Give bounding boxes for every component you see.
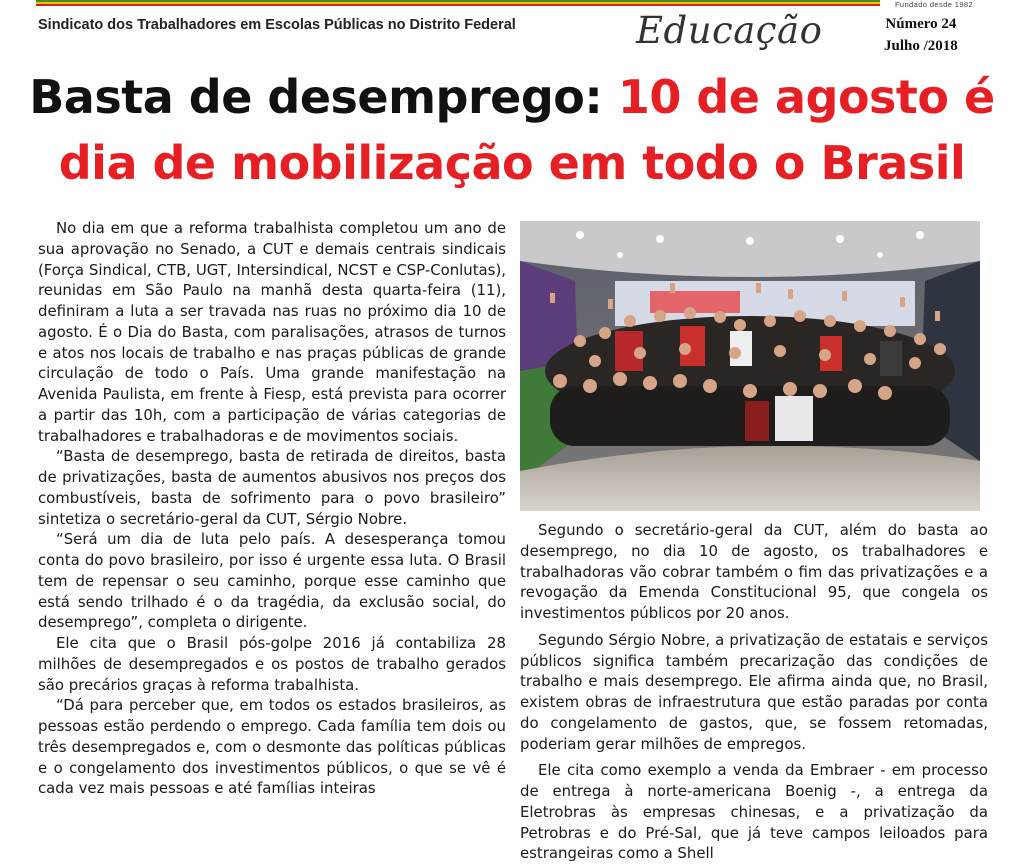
article-paragraph: “Será um dia de luta pelo país. A desesperança tomou conta do povo brasileiro, por isso é urgente essa luta. O Brasil tem de repensar o seu caminho, porque esse caminho que está sendo trilhado é o da tragédia, da exclusão social, do desemprego”, completa o dirigente.	[38, 530, 506, 632]
headline-black: Basta de desemprego:	[29, 70, 618, 124]
article-right-column	[520, 520, 988, 864]
issue-date: Julho /2018	[884, 38, 958, 54]
article-paragraph: “Dá para perceber que, em todos os estados brasileiros, as pessoas estão perdendo o emprego. Cada família tem dois ou três desempregados e, com o desmonte das políticas públicas e o congelamento dos investimentos públicos, o que se vê é cada vez mais pessoas e até famílias inteiras	[38, 696, 506, 798]
article-paragraph: Ele cita como exemplo a venda da Embraer - em processo de entrega à norte-americana Boenig -, a entrega da Eletrobras às empresas chinesas, e a privatização da Petrobras e do Pré-Sal, que já teve campos leiloados para estrangeiras como a Shell	[520, 761, 988, 863]
section-title: Educação	[636, 9, 823, 52]
masthead-stripe-red	[36, 4, 986, 6]
issue-info	[884, 13, 958, 57]
founded-note: Fundado desde 1982	[880, 0, 988, 9]
article-paragraph: No dia em que a reforma trabalhista completou um ano de sua aprovação no Senado, a CUT e demais centrais sindicais (Força Sindical, CTB, UGT, Intersindical, NCST e CSP-Conlutas), reunidas em São Paulo na manhã desta quarta-feira (11), definiram a luta a ser travada nas ruas no próximo dia 10 de agosto. É o Dia do Basta, com paralisações, atrasos de turnos e atos nos locais de trabalho e nas praças públicas de grande circulação de todo o País. Uma grande manifestação na Avenida Paulista, em frente à Fiesp, está prevista para ocorrer a partir das 10h, com a participação de várias categorias de trabalhadores e trabalhadoras e de movimentos sociais.	[38, 219, 506, 445]
group-photo	[520, 221, 980, 511]
article-left-column	[38, 218, 506, 799]
headline	[20, 64, 1004, 196]
issue-number: Número 24	[885, 16, 957, 32]
group-photo-illustration	[520, 221, 980, 511]
union-name: Sindicato dos Trabalhadores em Escolas Públicas no Distrito Federal	[38, 17, 516, 33]
headline-red: 10 de agosto é dia de mobilização em todo o Brasil	[58, 70, 995, 190]
article-paragraph: Segundo o secretário-geral da CUT, além do basta ao desemprego, no dia 10 de agosto, os trabalhadores e trabalhadoras vão cobrar também o fim das privatizações e a revogação da Emenda Constitucional 95, que congela os investimentos públicos por 20 anos.	[520, 521, 988, 622]
article-paragraph: Ele cita que o Brasil pós-golpe 2016 já contabiliza 28 milhões de desempregados e os postos de trabalho gerados são precários graças à reforma trabalhista.	[38, 634, 506, 694]
article-paragraph: “Basta de desemprego, basta de retirada de direitos, basta de privatizações, basta de aumentos abusivos nos preços dos combustíveis, basta de sofrimento para o povo brasileiro” sintetiza o secretário-geral da CUT, Sérgio Nobre.	[38, 447, 506, 528]
article-paragraph: Segundo Sérgio Nobre, a privatização de estatais e serviços públicos significa também precarização das condições de trabalho e mais desemprego. Ele afirma ainda que, no Brasil, existem obras de infraestrutura que estão paradas por conta do congelamento de gastos, que, se fossem retomadas, poderiam gerar milhões de empregos.	[520, 630, 988, 753]
